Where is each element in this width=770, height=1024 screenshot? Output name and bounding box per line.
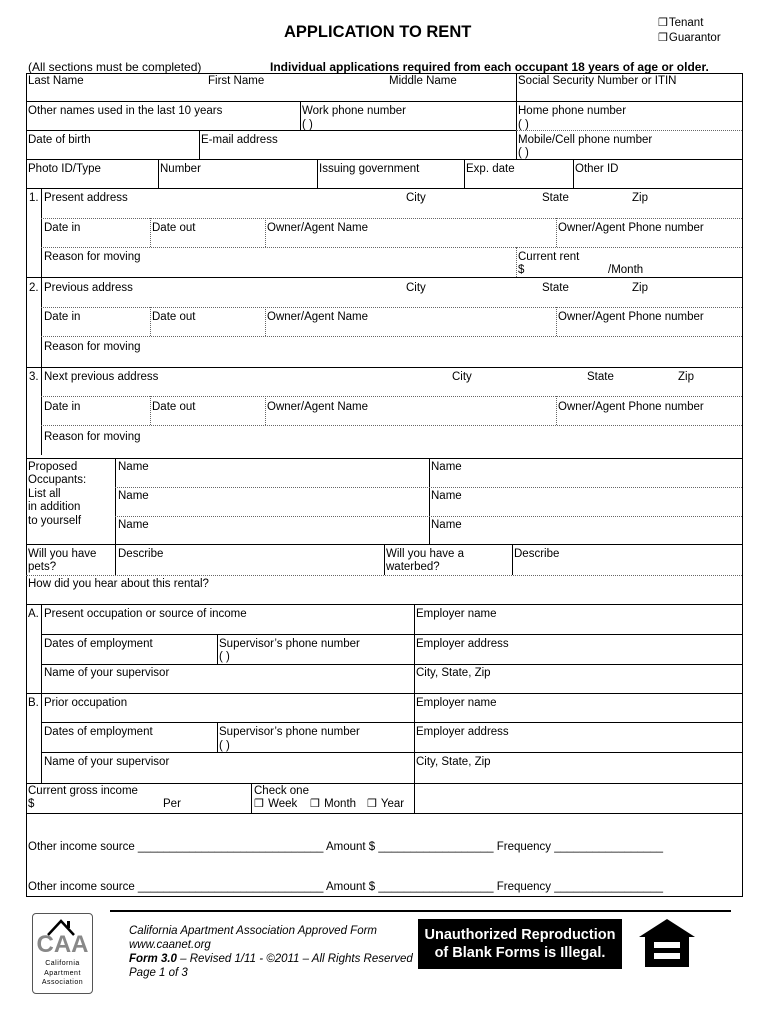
hear-about-label: How did you hear about this rental? — [28, 578, 209, 590]
divider — [516, 130, 742, 131]
waterbed-label — [386, 548, 464, 575]
occupants-label-line: in addition — [28, 501, 81, 514]
divider — [26, 783, 743, 784]
page-title: APPLICATION TO RENT — [284, 23, 472, 41]
occupants-label — [28, 461, 86, 528]
zip-label: Zip — [678, 371, 694, 383]
form-top-border — [26, 73, 743, 74]
id-number-label: Number — [160, 163, 201, 175]
caa-logo — [32, 913, 93, 994]
date-out-label: Date out — [152, 222, 196, 234]
supervisor-phone-paren: ( ) — [219, 740, 230, 752]
divider — [26, 188, 743, 189]
divider — [464, 159, 465, 188]
divider — [41, 396, 742, 397]
employment-a-letter: A. — [28, 608, 39, 620]
divider — [41, 307, 742, 308]
gross-income-dollar: $ — [28, 798, 35, 810]
employer-address-label: Employer address — [416, 638, 509, 650]
gross-income-label: Current gross income — [28, 785, 138, 797]
tenant-label: Tenant — [668, 17, 704, 29]
present-address-label: Present address — [44, 192, 128, 204]
occupants-label-line: Proposed — [28, 461, 78, 473]
approved-form-text: California Apartment Association Approved Form — [129, 925, 377, 937]
caa-logo-line: Apartment — [44, 969, 81, 977]
last-name-label: Last Name — [28, 75, 84, 87]
divider — [26, 277, 743, 278]
present-occupation-label: Present occupation or source of income — [44, 608, 247, 620]
divider — [115, 516, 742, 517]
address-3-number: 3. — [29, 371, 39, 383]
form-bottom-border — [26, 896, 743, 897]
week-checkbox[interactable] — [254, 798, 297, 811]
zip-label: Zip — [632, 282, 648, 294]
all-sections-note: (All sections must be completed) — [28, 60, 202, 74]
year-checkbox[interactable] — [367, 798, 404, 811]
state-label: State — [542, 192, 569, 204]
month-checkbox[interactable] — [310, 798, 356, 811]
divider — [41, 425, 742, 426]
divider — [556, 218, 557, 247]
divider — [26, 813, 743, 814]
month-label: Month — [324, 798, 357, 810]
rent-dollar: $ — [518, 264, 525, 276]
reason-label: Reason for moving — [44, 251, 141, 263]
state-label: State — [587, 371, 614, 383]
dob-label: Date of birth — [28, 134, 91, 146]
home-phone-paren: ( ) — [518, 119, 529, 131]
mobile-phone-label: Mobile/Cell phone number — [518, 134, 653, 146]
divider — [26, 130, 516, 131]
divider — [556, 307, 557, 336]
owner-name-label: Owner/Agent Name — [267, 311, 368, 323]
date-in-label: Date in — [44, 222, 81, 234]
reason-label: Reason for moving — [44, 431, 141, 443]
rent-per-month: /Month — [608, 264, 644, 276]
equal-housing-icon — [637, 917, 697, 969]
first-name-label: First Name — [208, 75, 265, 87]
divider — [41, 634, 742, 635]
divider — [26, 693, 743, 694]
divider — [217, 634, 218, 664]
supervisor-name-label: Name of your supervisor — [44, 756, 170, 768]
form-right-border — [742, 73, 743, 896]
divider — [115, 458, 116, 544]
divider — [150, 396, 151, 425]
city-label: City — [452, 371, 472, 383]
guarantor-checkbox[interactable] — [658, 32, 721, 45]
current-rent-label: Current rent — [518, 251, 580, 263]
divider — [512, 544, 513, 575]
divider — [516, 73, 517, 101]
gross-income-per: Per — [163, 798, 181, 810]
divider — [26, 159, 743, 160]
check-one-label: Check one — [254, 785, 309, 797]
dates-employment-label: Dates of employment — [44, 726, 153, 738]
divider — [150, 307, 151, 336]
supervisor-phone-label: Supervisor’s phone number — [219, 638, 360, 650]
divider — [317, 159, 318, 188]
divider — [414, 783, 415, 813]
divider — [265, 218, 266, 247]
occupant-name-label: Name — [118, 519, 149, 531]
date-in-label: Date in — [44, 311, 81, 323]
supervisor-phone-label: Supervisor’s phone number — [219, 726, 360, 738]
caa-logo-letters: CAA — [36, 931, 89, 958]
divider — [26, 604, 743, 605]
employer-name-label: Employer name — [416, 697, 497, 709]
date-in-label: Date in — [44, 401, 81, 413]
divider — [41, 336, 742, 337]
address-1-number: 1. — [29, 192, 39, 204]
reason-label: Reason for moving — [44, 341, 141, 353]
divider — [384, 544, 385, 575]
pets-label-line: pets? — [28, 561, 57, 574]
work-phone-paren: ( ) — [302, 119, 313, 131]
city-label: City — [406, 282, 426, 294]
other-names-label: Other names used in the last 10 years — [28, 105, 223, 117]
divider — [41, 247, 742, 248]
employer-address-label: Employer address — [416, 726, 509, 738]
owner-name-label: Owner/Agent Name — [267, 222, 368, 234]
occupants-label-line: List all — [28, 487, 61, 500]
owner-phone-label: Owner/Agent Phone number — [558, 311, 704, 323]
unauthorized-line: of Blank Forms is Illegal. — [434, 945, 606, 961]
dates-employment-label: Dates of employment — [44, 638, 153, 650]
occupant-name-label: Name — [431, 519, 462, 531]
pets-describe-label: Describe — [118, 548, 164, 560]
divider — [115, 544, 116, 575]
waterbed-label-line: Will you have a — [386, 548, 464, 560]
employer-name-label: Employer name — [416, 608, 497, 620]
divider — [251, 783, 252, 813]
form-revision: – Revised 1/11 - ©2011 – All Rights Reserved — [176, 953, 413, 965]
divider — [158, 159, 159, 188]
date-out-label: Date out — [152, 401, 196, 413]
owner-phone-label: Owner/Agent Phone number — [558, 222, 704, 234]
divider — [265, 307, 266, 336]
middle-name-label: Middle Name — [389, 75, 457, 87]
occupant-name-label: Name — [118, 461, 149, 473]
divider — [217, 722, 218, 752]
owner-phone-label: Owner/Agent Phone number — [558, 401, 704, 413]
other-income-line[interactable]: Other income source _____________________________ Amount $ __________________ Frequency _________________ — [28, 881, 663, 893]
employment-b-letter: B. — [28, 697, 39, 709]
city-state-zip-label: City, State, Zip — [416, 756, 491, 768]
page-number: Page 1 of 3 — [129, 967, 188, 979]
email-label: E-mail address — [201, 134, 278, 146]
week-label: Week — [268, 798, 298, 810]
form-number: Form 3.0 — [129, 953, 177, 965]
occupant-name-label: Name — [118, 490, 149, 502]
photo-id-label: Photo ID/Type — [28, 163, 101, 175]
owner-name-label: Owner/Agent Name — [267, 401, 368, 413]
divider — [41, 218, 742, 219]
divider — [26, 458, 743, 459]
state-label: State — [542, 282, 569, 294]
divider — [516, 247, 517, 277]
pets-label — [28, 548, 96, 575]
waterbed-label-line: waterbed? — [386, 561, 440, 574]
address-number-column-line — [41, 188, 42, 455]
divider — [150, 218, 151, 247]
website-link[interactable]: www.caanet.org — [129, 939, 211, 951]
address-2-number: 2. — [29, 282, 39, 294]
divider — [41, 752, 742, 753]
individual-note: Individual applications required from each occupant 18 years of age or older. — [270, 60, 709, 74]
waterbed-describe-label: Describe — [514, 548, 560, 560]
divider — [41, 664, 742, 665]
supervisor-name-label: Name of your supervisor — [44, 667, 170, 679]
divider — [573, 159, 574, 188]
occupants-label-line: Occupants: — [28, 474, 87, 487]
footer-rule — [110, 910, 731, 912]
date-out-label: Date out — [152, 311, 196, 323]
occupant-name-label: Name — [431, 461, 462, 473]
divider — [429, 458, 430, 544]
year-label: Year — [380, 798, 405, 810]
supervisor-phone-paren: ( ) — [219, 651, 230, 663]
other-income-line[interactable]: Other income source _____________________________ Amount $ __________________ Frequency _________________ — [28, 841, 663, 853]
divider — [300, 101, 301, 130]
divider — [115, 487, 742, 488]
divider — [265, 396, 266, 425]
divider — [41, 722, 742, 723]
caa-logo-text — [33, 959, 92, 988]
divider — [26, 367, 743, 368]
zip-label: Zip — [632, 192, 648, 204]
mobile-phone-paren: ( ) — [518, 147, 529, 159]
footer-text — [129, 924, 413, 980]
divider — [199, 130, 200, 159]
issuing-gov-label: Issuing government — [319, 163, 420, 175]
work-phone-label: Work phone number — [302, 105, 406, 117]
previous-address-label: Previous address — [44, 282, 133, 294]
city-label: City — [406, 192, 426, 204]
prior-occupation-label: Prior occupation — [44, 697, 128, 709]
guarantor-label: Guarantor — [668, 32, 721, 44]
divider — [556, 396, 557, 425]
divider — [26, 575, 742, 576]
ssn-label: Social Security Number or ITIN — [518, 75, 677, 87]
form-left-border — [26, 73, 27, 896]
exp-date-label: Exp. date — [466, 163, 515, 175]
tenant-checkbox[interactable] — [658, 17, 703, 30]
pets-label-line: Will you have — [28, 548, 97, 560]
other-id-label: Other ID — [575, 163, 619, 175]
occupants-label-line: to yourself — [28, 514, 82, 527]
home-phone-label: Home phone number — [518, 105, 627, 117]
caa-logo-line: Association — [41, 979, 84, 986]
next-previous-address-label: Next previous address — [44, 371, 159, 383]
divider — [26, 101, 743, 102]
unauthorized-line: Unauthorized Reproduction — [424, 927, 616, 943]
occupant-name-label: Name — [431, 490, 462, 502]
caa-logo-line: California — [45, 960, 80, 967]
city-state-zip-label: City, State, Zip — [416, 667, 491, 679]
unauthorized-banner — [418, 919, 622, 969]
